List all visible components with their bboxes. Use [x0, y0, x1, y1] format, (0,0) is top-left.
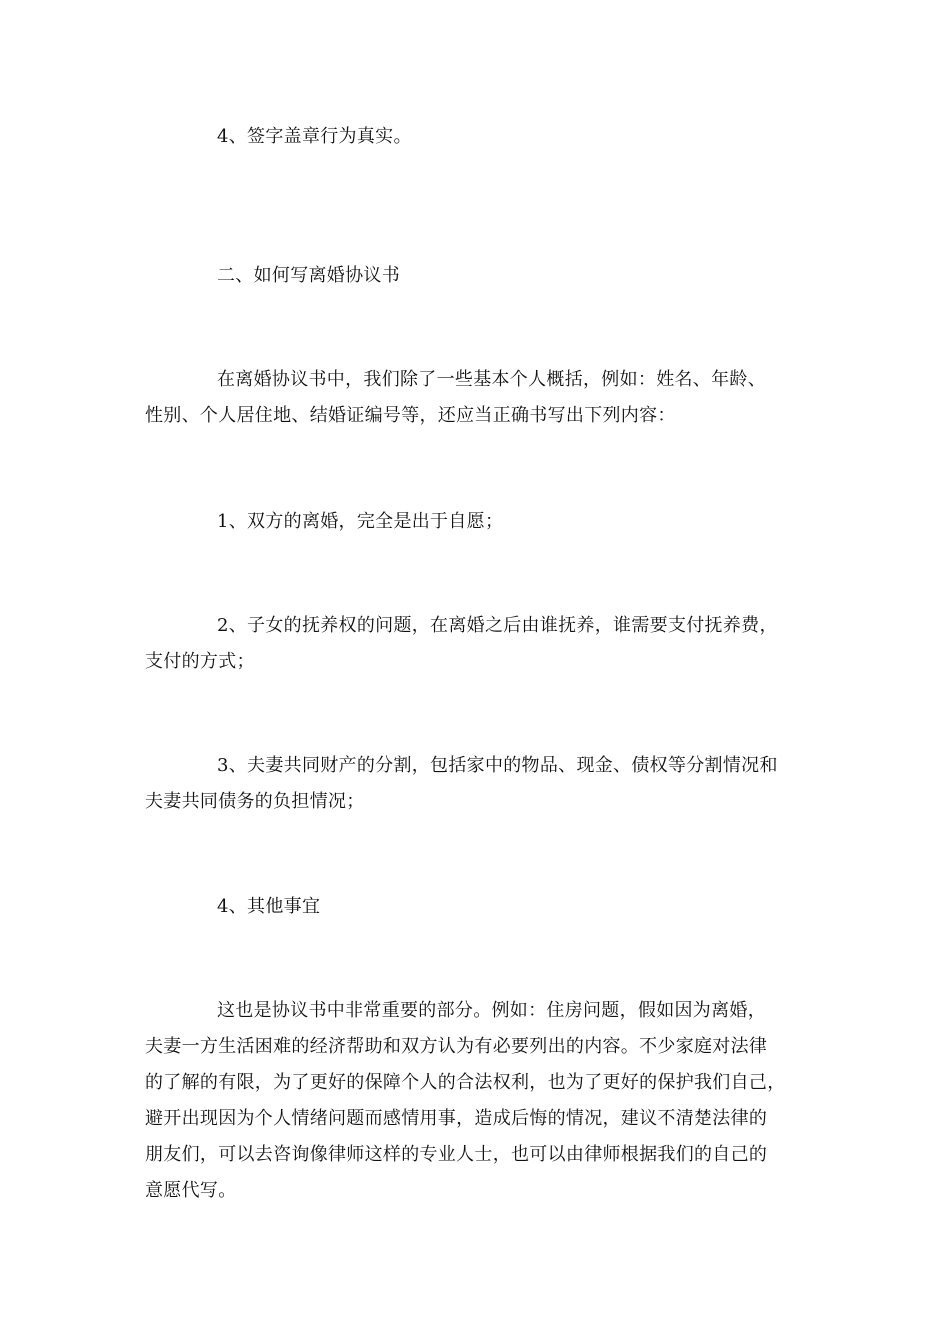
paragraph-line: 1、双方的离婚，完全是出于自愿； [217, 511, 504, 532]
paragraph-item-1-voluntary [145, 504, 810, 540]
paragraph-line: 夫妻一方生活困难的经济帮助和双方认为有必要列出的内容。不少家庭对法律 [145, 1036, 768, 1057]
paragraph-line: 这也是协议书中非常重要的部分。例如：住房问题，假如因为离婚， [217, 1000, 766, 1021]
paragraph-item-3-property [145, 748, 810, 820]
paragraph-item-4-signature [145, 119, 810, 155]
paragraph-line: 二、如何写离婚协议书 [217, 265, 400, 286]
paragraph-line: 2、子女的抚养权的问题，在离婚之后由谁抚养，谁需要支付抚养费， [217, 615, 778, 636]
paragraph-line: 的了解的有限，为了更好的保障个人的合法权利，也为了更好的保护我们自己， [145, 1072, 786, 1093]
paragraph-item-4-other [145, 889, 810, 925]
paragraph-intro [145, 362, 810, 434]
paragraph-line: 在离婚协议书中，我们除了一些基本个人概括，例如：姓名、年龄、 [217, 369, 766, 390]
paragraph-item-2-custody [145, 608, 810, 680]
paragraph-line: 避开出现因为个人情绪问题而感情用事，造成后悔的情况，建议不清楚法律的 [145, 1108, 768, 1129]
paragraph-line: 4、其他事宜 [217, 896, 321, 917]
paragraph-line: 朋友们，可以去咨询像律师这样的专业人士，也可以由律师根据我们的自己的 [145, 1144, 768, 1165]
paragraph-line: 支付的方式； [145, 651, 255, 672]
paragraph-line: 夫妻共同债务的负担情况； [145, 791, 365, 812]
section-heading-how-to-write [145, 258, 810, 294]
paragraph-line: 意愿代写。 [145, 1180, 237, 1201]
paragraph-line: 4、签字盖章行为真实。 [217, 126, 412, 147]
paragraph-closing [145, 993, 810, 1209]
paragraph-line: 3、夫妻共同财产的分割，包括家中的物品、现金、债权等分割情况和 [217, 755, 778, 776]
paragraph-line: 性别、个人居住地、结婚证编号等，还应当正确书写出下列内容： [145, 405, 676, 426]
